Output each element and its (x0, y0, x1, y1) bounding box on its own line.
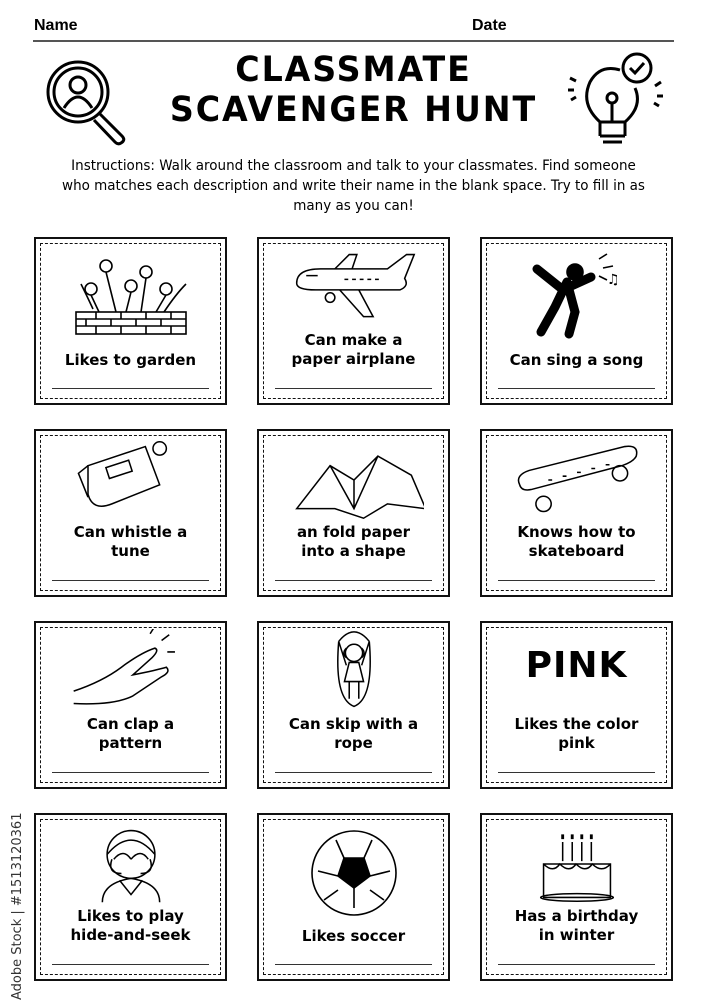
singer-icon (507, 253, 647, 345)
hide-and-seek-icon (61, 821, 201, 907)
name-label: Name (34, 17, 78, 34)
lightbulb-check-icon (565, 48, 670, 148)
card-likes-the-color-pink (480, 621, 673, 789)
card-label: Likes to play hide-and-seek (70, 907, 191, 944)
origami-icon (284, 437, 424, 523)
airplane-icon (284, 245, 424, 331)
card-can-skip-with-a-rope (257, 621, 450, 789)
skateboard-icon (507, 437, 647, 523)
title-line-1: CLASSMATE (235, 50, 472, 90)
card-label: Has a birthday in winter (514, 907, 639, 944)
card-can-whistle-a-tune (34, 429, 227, 597)
instructions-text: Instructions: Walk around the classroom and talk to your classmates. Find someone who matches each description and write their name in the blank space. Try to fill in as many as you can! (62, 158, 645, 214)
name-blank-line[interactable] (498, 388, 655, 389)
soccer-ball-icon (284, 829, 424, 921)
name-date-line[interactable] (33, 40, 674, 42)
name-blank-line[interactable] (275, 772, 432, 773)
card-likes-to-garden (34, 237, 227, 405)
watermark-text: Adobe Stock | #1513120361 (10, 812, 25, 1000)
name-blank-line[interactable] (498, 580, 655, 581)
page-title (160, 50, 547, 130)
name-blank-line[interactable] (52, 388, 209, 389)
card-an-fold-paper-into-a-shape (257, 429, 450, 597)
card-likes-soccer (257, 813, 450, 981)
date-label: Date (472, 17, 507, 34)
name-blank-line[interactable] (52, 772, 209, 773)
card-likes-to-play-hide-and-seek (34, 813, 227, 981)
jump-rope-icon (284, 629, 424, 715)
name-blank-line[interactable] (498, 772, 655, 773)
card-label: an fold paper into a shape (296, 523, 411, 560)
title-line-2: SCAVENGER HUNT (169, 90, 538, 130)
clapping-hands-icon (61, 629, 201, 715)
card-knows-how-to-skateboard (480, 429, 673, 597)
card-label: Can skip with a rope (288, 715, 419, 752)
card-label: Can clap a pattern (86, 715, 175, 752)
pink-word-icon: PINK (525, 645, 628, 686)
name-blank-line[interactable] (52, 580, 209, 581)
card-label: Likes the color pink (514, 715, 639, 752)
card-label: Likes soccer (301, 927, 406, 945)
card-can-make-a-paper-airplane (257, 237, 450, 405)
birthday-cake-icon (507, 821, 647, 907)
card-label: Likes to garden (64, 351, 197, 369)
name-blank-line[interactable] (52, 964, 209, 965)
name-blank-line[interactable] (275, 388, 432, 389)
whistle-icon (61, 437, 201, 523)
card-can-sing-a-song (480, 237, 673, 405)
card-can-clap-a-pattern (34, 621, 227, 789)
card-label: Knows how to skateboard (517, 523, 636, 560)
card-label: Can make a paper airplane (291, 331, 416, 368)
card-has-a-birthday-in-winter (480, 813, 673, 981)
card-label: Can sing a song (509, 351, 644, 369)
card-label: Can whistle a tune (73, 523, 188, 560)
name-blank-line[interactable] (275, 964, 432, 965)
magnifier-person-icon (40, 52, 140, 152)
svg-text:♫: ♫ (606, 272, 620, 288)
flower-planter-icon (61, 253, 201, 345)
name-blank-line[interactable] (498, 964, 655, 965)
name-blank-line[interactable] (275, 580, 432, 581)
